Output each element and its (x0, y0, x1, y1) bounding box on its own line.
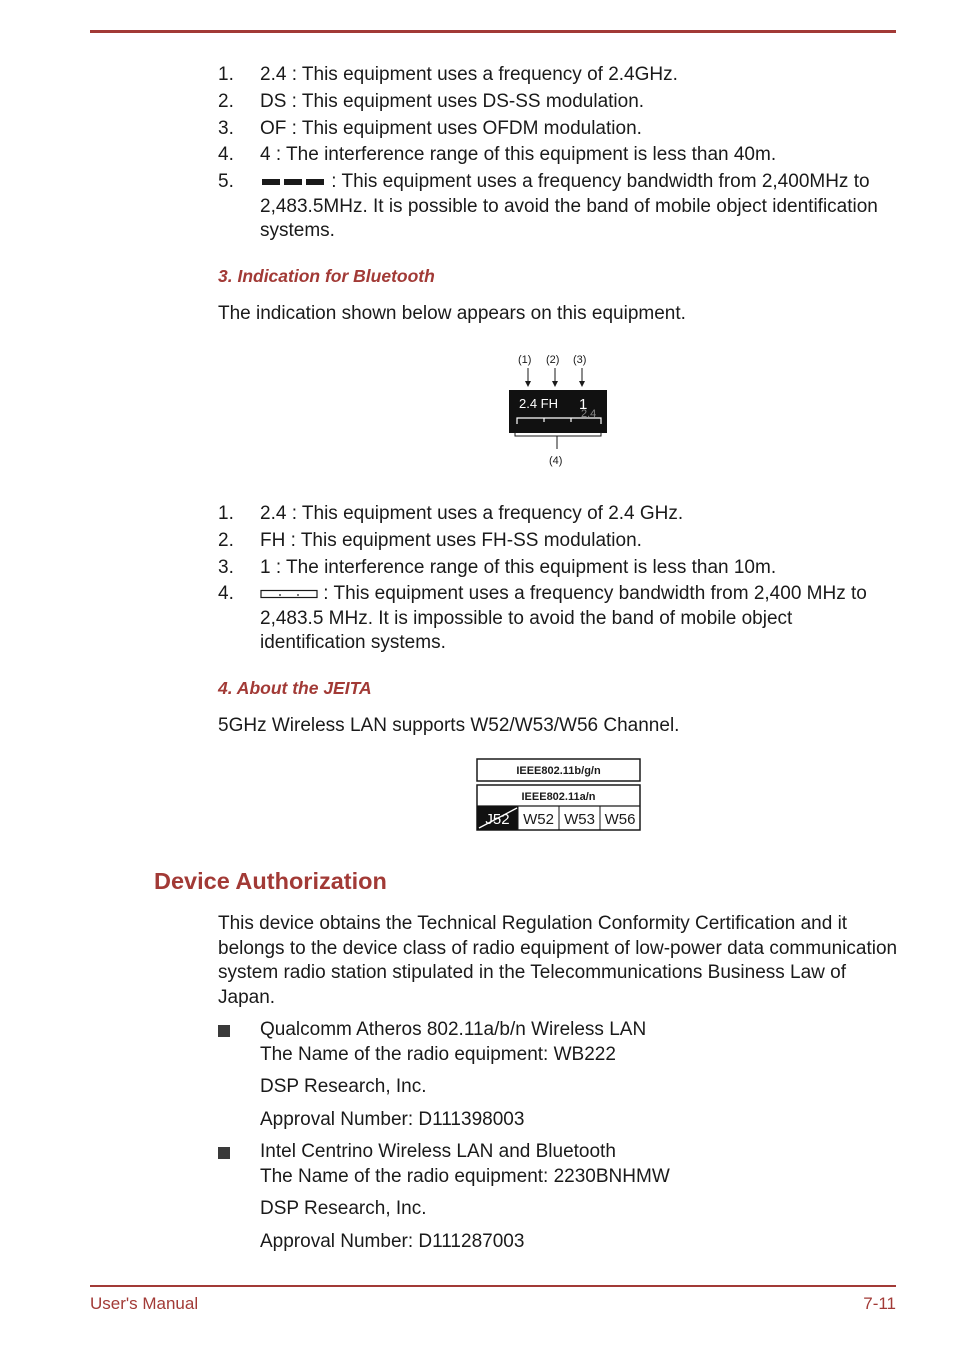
bluetooth-label-graphic (505, 348, 615, 470)
bluetooth-indication-figure (505, 348, 615, 470)
footer-rule (90, 1285, 896, 1287)
channel-w52: W52 (523, 811, 554, 828)
bluetooth-intro: The indication shown below appears on this equipment. (218, 303, 686, 324)
device-approval: Approval Number: D111398003 (260, 1108, 525, 1130)
list-text: 2.4 : This equipment uses a frequency of 2.4 GHz. (260, 503, 684, 524)
jeita-bottom-label: IEEE802.11a/n (521, 791, 596, 803)
callout-1: (1) (518, 354, 532, 366)
list-number: 2. (218, 90, 234, 112)
device-list (218, 1018, 898, 1254)
list-number: 4. (218, 144, 234, 166)
bt-small-text: 2.4 (581, 408, 597, 420)
list-number: 1. (218, 64, 234, 85)
list-item (218, 582, 898, 656)
device-approval: Approval Number: D111287003 (260, 1230, 525, 1252)
header-rule (90, 30, 896, 33)
channel-w53: W53 (564, 811, 595, 828)
frequency-list-bluetooth (218, 502, 898, 658)
device-name-line: The Name of the radio equipment: WB222 (260, 1043, 616, 1065)
channel-w56: W56 (604, 811, 636, 828)
bullet-square-icon (218, 1147, 230, 1159)
list-number: 1. (218, 503, 234, 524)
list-item (218, 170, 898, 244)
list-text: : This equipment uses a frequency bandwidth from 2,400MHz to 2,483.5MHz. It is possible to avoid the band of mobile object identification systems. (260, 171, 878, 242)
list-number: 2. (218, 529, 234, 551)
device-org: DSP Research, Inc. (260, 1076, 427, 1097)
list-text: OF : This equipment uses OFDM modulation. (260, 117, 642, 139)
list-text: : This equipment uses a frequency bandwidth from 2,400 MHz to 2,483.5 MHz. It is impossible to avoid the band of mobile object identification systems. (260, 583, 867, 654)
section-heading-bluetooth: 3. Indication for Bluetooth (218, 266, 435, 286)
callout-2: (2) (546, 354, 560, 366)
list-text: 2.4 : This equipment uses a frequency of 2.4GHz. (260, 64, 678, 85)
footer-manual-title: User's Manual (90, 1294, 199, 1313)
section-heading-jeita: 4. About the JEITA (218, 678, 372, 698)
device-title: Intel Centrino Wireless LAN and Bluetooth (260, 1141, 616, 1162)
list-number: 4. (218, 583, 234, 605)
jeita-intro: 5GHz Wireless LAN supports W52/W53/W56 Channel. (218, 715, 680, 736)
list-text: 4 : The interference range of this equipment is less than 40m. (260, 144, 777, 166)
list-item (218, 556, 898, 581)
callout-3: (3) (573, 354, 587, 366)
list-text: 1 : The interference range of this equipment is less than 10m. (260, 556, 777, 578)
list-number: 3. (218, 117, 234, 139)
list-item (218, 143, 898, 168)
list-item (218, 502, 898, 527)
bullet-square-icon (218, 1025, 230, 1037)
list-text: FH : This equipment uses FH-SS modulation. (260, 529, 642, 551)
list-item (218, 529, 898, 554)
bt-range-text: 1 (579, 396, 588, 413)
list-item (218, 117, 898, 142)
device-name-line: The Name of the radio equipment: 2230BNHMW (260, 1165, 670, 1187)
device-title: Qualcomm Atheros 802.11a/b/n Wireless LAN (260, 1019, 647, 1040)
solid-band-icon (260, 177, 326, 187)
outline-band-icon (260, 589, 318, 599)
jeita-top-label: IEEE802.11b/g/n (516, 765, 601, 777)
list-item (218, 1140, 898, 1189)
frequency-list-wlan (218, 63, 898, 246)
jeita-label-graphic (475, 758, 643, 832)
list-item (218, 1018, 898, 1067)
callout-4: (4) (549, 455, 563, 467)
list-number: 5. (218, 171, 234, 193)
device-org: DSP Research, Inc. (260, 1198, 427, 1219)
device-authorization-intro: This device obtains the Technical Regulation Conformity Certification and it belongs to the device class of radio equipment of low-power data communication system radio station stipulated in the Telecommunications Business Law of Japan. (218, 913, 898, 1008)
footer-page-number: 7-11 (863, 1294, 896, 1313)
list-text: DS : This equipment uses DS-SS modulation. (260, 90, 645, 112)
list-number: 3. (218, 556, 234, 578)
jeita-label-figure (475, 758, 643, 832)
channel-j52: J52 (485, 811, 510, 828)
bt-band-text: 2.4 FH (519, 396, 559, 411)
list-item (218, 63, 898, 88)
section-heading-device-authorization: Device Authorization (154, 868, 387, 894)
list-item (218, 90, 898, 115)
